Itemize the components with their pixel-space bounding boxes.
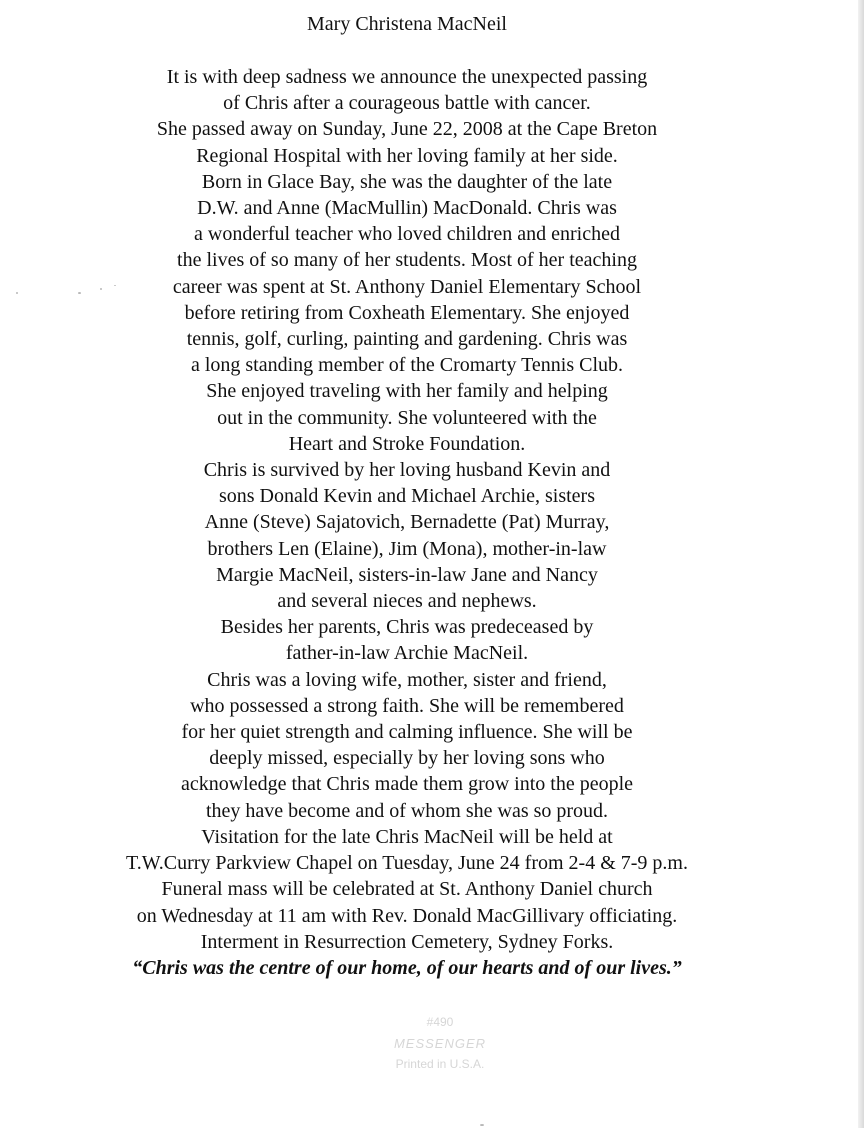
stamp-number: #490 [426,1015,454,1029]
body-line: It is with deep sadness we announce the unexpected passing [166,66,648,88]
body-line: Heart and Stroke Foundation. [288,432,526,455]
body-line: Besides her parents, Chris was predeceased by [220,616,594,639]
scan-speck [480,1124,484,1126]
body-line: D.W. and Anne (MacMullin) MacDonald. Chris was [197,197,617,220]
body-line: Visitation for the late Chris MacNeil will be held at [201,825,613,848]
body-line: Interment in Resurrection Cemetery, Sydney Forks. [200,930,614,953]
scan-speck [100,288,102,290]
scan-speck [16,292,18,294]
obituary-body [0,64,814,955]
body-line: out in the community. She volunteered with the [217,406,597,429]
body-line: She enjoyed traveling with her family and helping [206,380,608,403]
body-line: acknowledge that Chris made them grow into the people [180,773,634,796]
scan-speck [114,285,116,286]
body-line: brothers Len (Elaine), Jim (Mona), mother-in-law [207,537,607,560]
closing-quote: “Chris was the centre of our home, of our hearts and of our lives.” [132,957,682,979]
body-line: before retiring from Coxheath Elementary. She enjoyed [184,301,630,324]
body-line: Margie MacNeil, sisters-in-law Jane and Nancy [216,563,598,586]
body-line: on Wednesday at 11 am with Rev. Donald MacGillivary officiating. [136,904,678,927]
body-line: and several nieces and nephews. [277,590,537,613]
body-line: a wonderful teacher who loved children and enriched [194,223,620,246]
body-line: Funeral mass will be celebrated at St. Anthony Daniel church [161,878,653,901]
body-line: Chris was a loving wife, mother, sister and friend, [207,668,607,691]
body-line: T.W.Curry Parkview Chapel on Tuesday, June 24 from 2-4 & 7-9 p.m. [126,852,688,875]
body-line: Born in Glace Bay, she was the daughter of the late [201,170,613,193]
body-line: Regional Hospital with her loving family at her side. [196,144,618,167]
body-line: the lives of so many of her students. Most of her teaching [177,249,637,272]
page-edge-shadow [858,0,864,1128]
body-line: career was spent at St. Anthony Daniel Elementary School [172,275,642,298]
document-title: Mary Christena MacNeil [307,13,507,35]
body-line: She passed away on Sunday, June 22, 2008 at the Cape Breton [156,118,658,141]
body-line: of Chris after a courageous battle with cancer. [223,92,591,115]
printer-stamp [360,1012,520,1075]
scan-speck [78,292,81,294]
body-line: sons Donald Kevin and Michael Archie, sisters [218,485,596,508]
stamp-printed: Printed in U.S.A. [395,1057,485,1071]
body-line: father-in-law Archie MacNeil. [285,642,529,665]
body-line: Chris is survived by her loving husband Kevin and [203,459,611,482]
stamp-brand: MESSENGER [393,1036,487,1051]
body-line: deeply missed, especially by her loving sons who [209,747,605,770]
body-line: Anne (Steve) Sajatovich, Bernadette (Pat) Murray, [204,511,610,534]
body-line: who possessed a strong faith. She will be remembered [190,694,624,717]
body-line: for her quiet strength and calming influence. She will be [181,721,633,744]
body-line: they have become and of whom she was so proud. [205,799,609,822]
body-line: a long standing member of the Cromarty Tennis Club. [190,354,624,377]
body-line: tennis, golf, curling, painting and gardening. Chris was [186,328,628,351]
